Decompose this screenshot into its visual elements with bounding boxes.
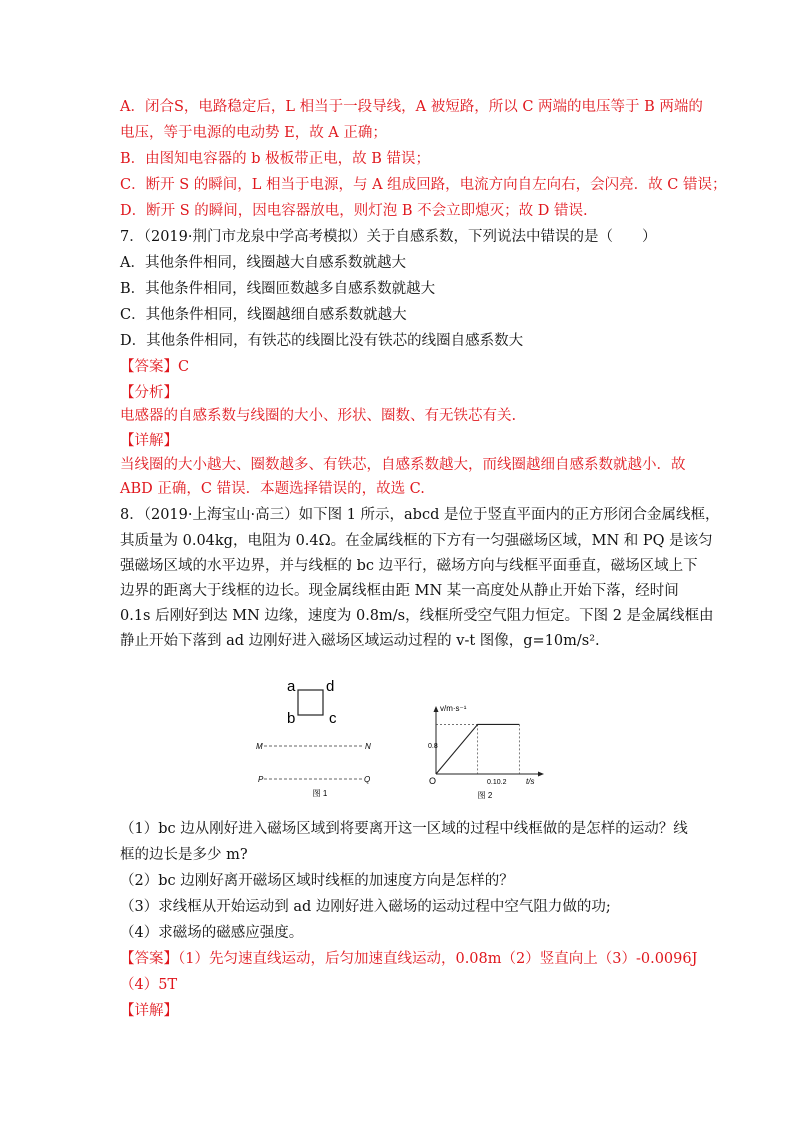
q7-analysis-text: 电感器的自感系数与线圈的大小、形状、圈数、有无铁芯有关. (120, 408, 517, 424)
q8-detail-heading: 【详解】 (120, 1003, 178, 1019)
q7-option-a: A．其他条件相同，线圈越大自感系数就越大 (120, 255, 406, 271)
figure-2-vt-graph (420, 698, 550, 800)
wire-frame-square (298, 690, 323, 715)
q8-stem-line1: 8．（2019·上海宝山·高三）如下图 1 所示，abcd 是位于竖直平面内的正方形闭合金属线框， (120, 507, 720, 523)
figure-2-caption: 图 2 (477, 791, 493, 800)
q7-detail-line2: ABD 正确，C 错误．本题选择错误的，故选 C. (120, 481, 425, 497)
label-m: M (256, 742, 263, 751)
q8-answer-line1: 【答案】（1）先匀速直线运动，后匀加速直线运动，0.08m（2）竖直向上（3）-0.0096J (120, 951, 698, 967)
q7-option-d: D．其他条件相同，有铁芯的线圈比没有铁芯的线圈自感系数大 (120, 333, 524, 349)
q8-stem-line3: 强磁场区域的水平边界，并与线框的 bc 边平行，磁场方向与线框平面垂直，磁场区域上下 (120, 558, 698, 574)
origin-label: O (429, 776, 437, 786)
label-n: N (365, 742, 371, 751)
q8-sub2: （2）bc 边刚好离开磁场区域时线框的加速度方向是怎样的？ (120, 873, 514, 889)
corner-label-b: b (287, 710, 296, 727)
q8-sub3: （3）求线框从开始运动到 ad 边刚好进入磁场的运动过程中空气阻力做的功; (120, 899, 611, 915)
label-q: Q (364, 775, 371, 784)
q8-stem-line6: 静止开始下落到 ad 边刚好进入磁场区域运动过程的 v-t 图像，g=10m/s². (120, 633, 600, 649)
q7-option-b: B．其他条件相同，线圈匝数越多自感系数就越大 (120, 281, 436, 297)
q7-detail-heading: 【详解】 (120, 433, 178, 449)
x-axis-label: t/s (526, 777, 535, 786)
q8-stem-line5: 0.1s 后刚好到达 MN 边缘，速度为 0.8m/s，线框所受空气阻力恒定。下图 2 是金属线框由 (120, 608, 714, 624)
figure-1-caption: 图 1 (312, 789, 328, 798)
figure-1 (250, 668, 390, 798)
q8-stem-line2: 其质量为 0.04kg，电阻为 0.4Ω。在金属线框的下方有一匀强磁场区域，MN 和 PQ 是该匀 (120, 533, 713, 549)
sol6-b-line: B．由图知电容器的 b 极板带正电，故 B 错误； (120, 151, 431, 167)
corner-label-c: c (329, 710, 337, 727)
q7-option-c: C．其他条件相同，线圈越细自感系数就越大 (120, 307, 407, 323)
q7-analysis-heading: 【分析】 (120, 385, 178, 401)
label-p: P (258, 775, 264, 784)
q7-stem: 7．（2019·荆门市龙泉中学高考模拟）关于自感系数，下列说法中错误的是（ ） (120, 229, 657, 245)
sol6-c-line: C．断开 S 的瞬间，L 相当于电源，与 A 组成回路，电流方向自左向右，会闪亮．故 C 错误； (120, 177, 727, 193)
q8-sub1-line1: （1）bc 边从刚好进入磁场区域到将要离开这一区域的过程中线框做的是怎样的运动？线 (120, 821, 688, 837)
q7-answer: 【答案】C (120, 359, 190, 375)
corner-label-d: d (326, 678, 335, 695)
y-axis-arrow (434, 706, 439, 712)
q8-stem-line4: 边界的距离大于线框的边长。现金属线框由距 MN 某一高度处从静止开始下落，经时间 (120, 583, 679, 599)
corner-label-a: a (287, 678, 296, 695)
x-tick-labels: 0.10.2 (487, 779, 507, 786)
q8-sub1-line2: 框的边长是多少 m? (120, 847, 248, 863)
q7-detail-line1: 当线圈的大小越大、圈数越多、有铁芯，自感系数越大，而线圈越细自感系数就越小．故 (120, 457, 686, 473)
y-tick-label: 0.8 (428, 743, 438, 750)
sol6-a-line1: A．闭合S，电路稳定后，L 相当于一段导线，A 被短路，所以 C 两端的电压等于 B 两端的 (120, 99, 703, 115)
q8-answer-line2: （4）5T (120, 977, 178, 993)
y-axis-label: v/m·s⁻¹ (440, 704, 467, 713)
x-axis-arrow (538, 772, 544, 777)
sol6-d-line: D．断开 S 的瞬间，因电容器放电，则灯泡 B 不会立即熄灭；故 D 错误. (120, 203, 588, 219)
q8-sub4: （4）求磁场的磁感应强度。 (120, 925, 304, 941)
sol6-a-line2: 电压，等于电源的电动势 E，故 A 正确； (120, 125, 387, 141)
